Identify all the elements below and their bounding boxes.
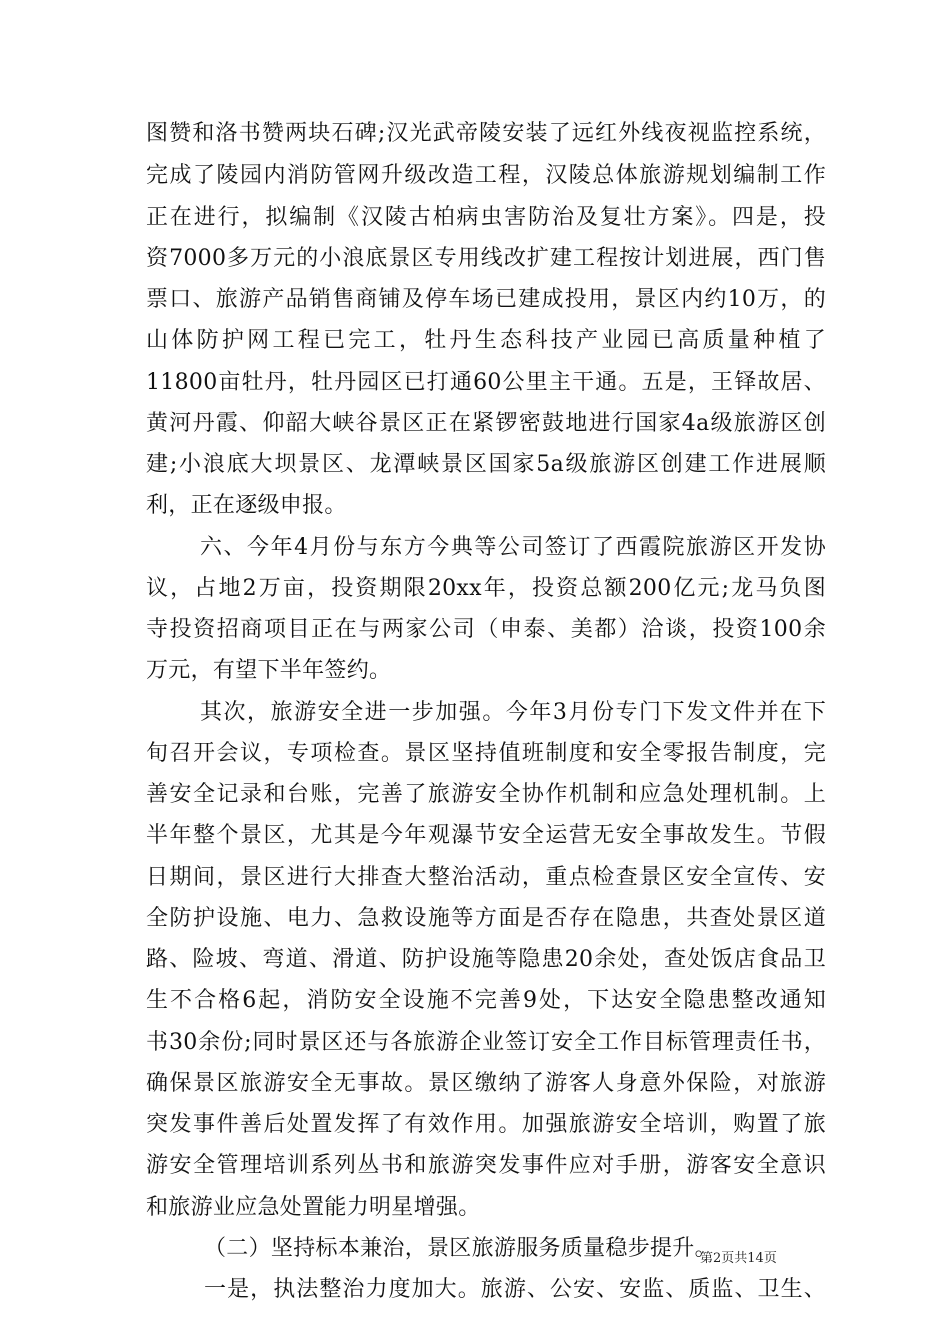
text-line: 利，正在逐级申报。 bbox=[146, 493, 347, 518]
text-line: 路、险坡、弯道、滑道、防护设施等隐患20余处，查处饭店食品卫 bbox=[146, 947, 826, 972]
text-line: 资7000多万元的小浪底景区专用线改扩建工程按计划进展，西门售 bbox=[146, 246, 826, 271]
text-line: 半年整个景区，尤其是今年观瀑节安全运营无安全事故发生。节假 bbox=[146, 823, 826, 848]
text-line: 确保景区旅游安全无事故。景区缴纳了游客人身意外保险，对旅游 bbox=[146, 1071, 826, 1096]
text-line: 善安全记录和台账，完善了旅游安全协作机制和应急处理机制。上 bbox=[146, 782, 826, 807]
text-line: 11800亩牡丹，牡丹园区已打通60公里主干通。五是，王铎故居、 bbox=[146, 370, 826, 395]
page-number-footer: 第2页共14页 bbox=[700, 1251, 777, 1266]
text-line: 正在进行，拟编制《汉陵古柏病虫害防治及复壮方案》。四是，投 bbox=[146, 205, 826, 230]
text-line: 生不合格6起，消防安全设施不完善9处，下达安全隐患整改通知 bbox=[146, 988, 826, 1013]
text-line: 寺投资招商项目正在与两家公司（申泰、美都）洽谈，投资100余 bbox=[146, 617, 826, 642]
text-line: 日期间，景区进行大排查大整治活动，重点检查景区安全宣传、安 bbox=[146, 865, 826, 890]
text-line: 游安全管理培训系列丛书和旅游突发事件应对手册，游客安全意识 bbox=[146, 1153, 826, 1178]
paragraph-start-line: 六、今年4月份与东方今典等公司签订了西霞院旅游区开发协 bbox=[200, 535, 826, 560]
paragraph-start-line: 其次，旅游安全进一步加强。今年3月份专门下发文件并在下 bbox=[200, 700, 826, 725]
text-line: 旬召开会议，专项检查。景区坚持值班制度和安全零报告制度，完 bbox=[146, 741, 826, 766]
text-line: 票口、旅游产品销售商铺及停车场已建成投用，景区内约10万，的 bbox=[146, 287, 826, 312]
text-line: 议，占地2万亩，投资期限20xx年，投资总额200亿元;龙马负图 bbox=[146, 576, 826, 601]
text-line: 突发事件善后处置发挥了有效作用。加强旅游安全培训，购置了旅 bbox=[146, 1112, 826, 1137]
text-line: 建;小浪底大坝景区、龙潭峡景区国家5a级旅游区创建工作进展顺 bbox=[146, 452, 826, 477]
text-line: 黄河丹霞、仰韶大峡谷景区正在紧锣密鼓地进行国家4a级旅游区创 bbox=[146, 411, 826, 436]
text-line: 全防护设施、电力、急救设施等方面是否存在隐患，共查处景区道 bbox=[146, 906, 826, 931]
paragraph-start-line: 一是，执法整治力度加大。旅游、公安、安监、质监、卫生、 bbox=[204, 1277, 826, 1302]
text-line: 书30余份;同时景区还与各旅游企业签订安全工作目标管理责任书， bbox=[146, 1030, 826, 1055]
text-line: 万元，有望下半年签约。 bbox=[146, 658, 392, 683]
text-line: 图赞和洛书赞两块石碑;汉光武帝陵安装了远红外线夜视监控系统， bbox=[146, 121, 826, 146]
text-line: 山体防护网工程已完工，牡丹生态科技产业园已高质量种植了 bbox=[146, 328, 826, 353]
text-line: 完成了陵园内消防管网升级改造工程，汉陵总体旅游规划编制工作 bbox=[146, 163, 826, 188]
section-heading: （二）坚持标本兼治，景区旅游服务质量稳步提升。 bbox=[204, 1236, 717, 1261]
text-line: 和旅游业应急处置能力明星增强。 bbox=[146, 1195, 481, 1220]
